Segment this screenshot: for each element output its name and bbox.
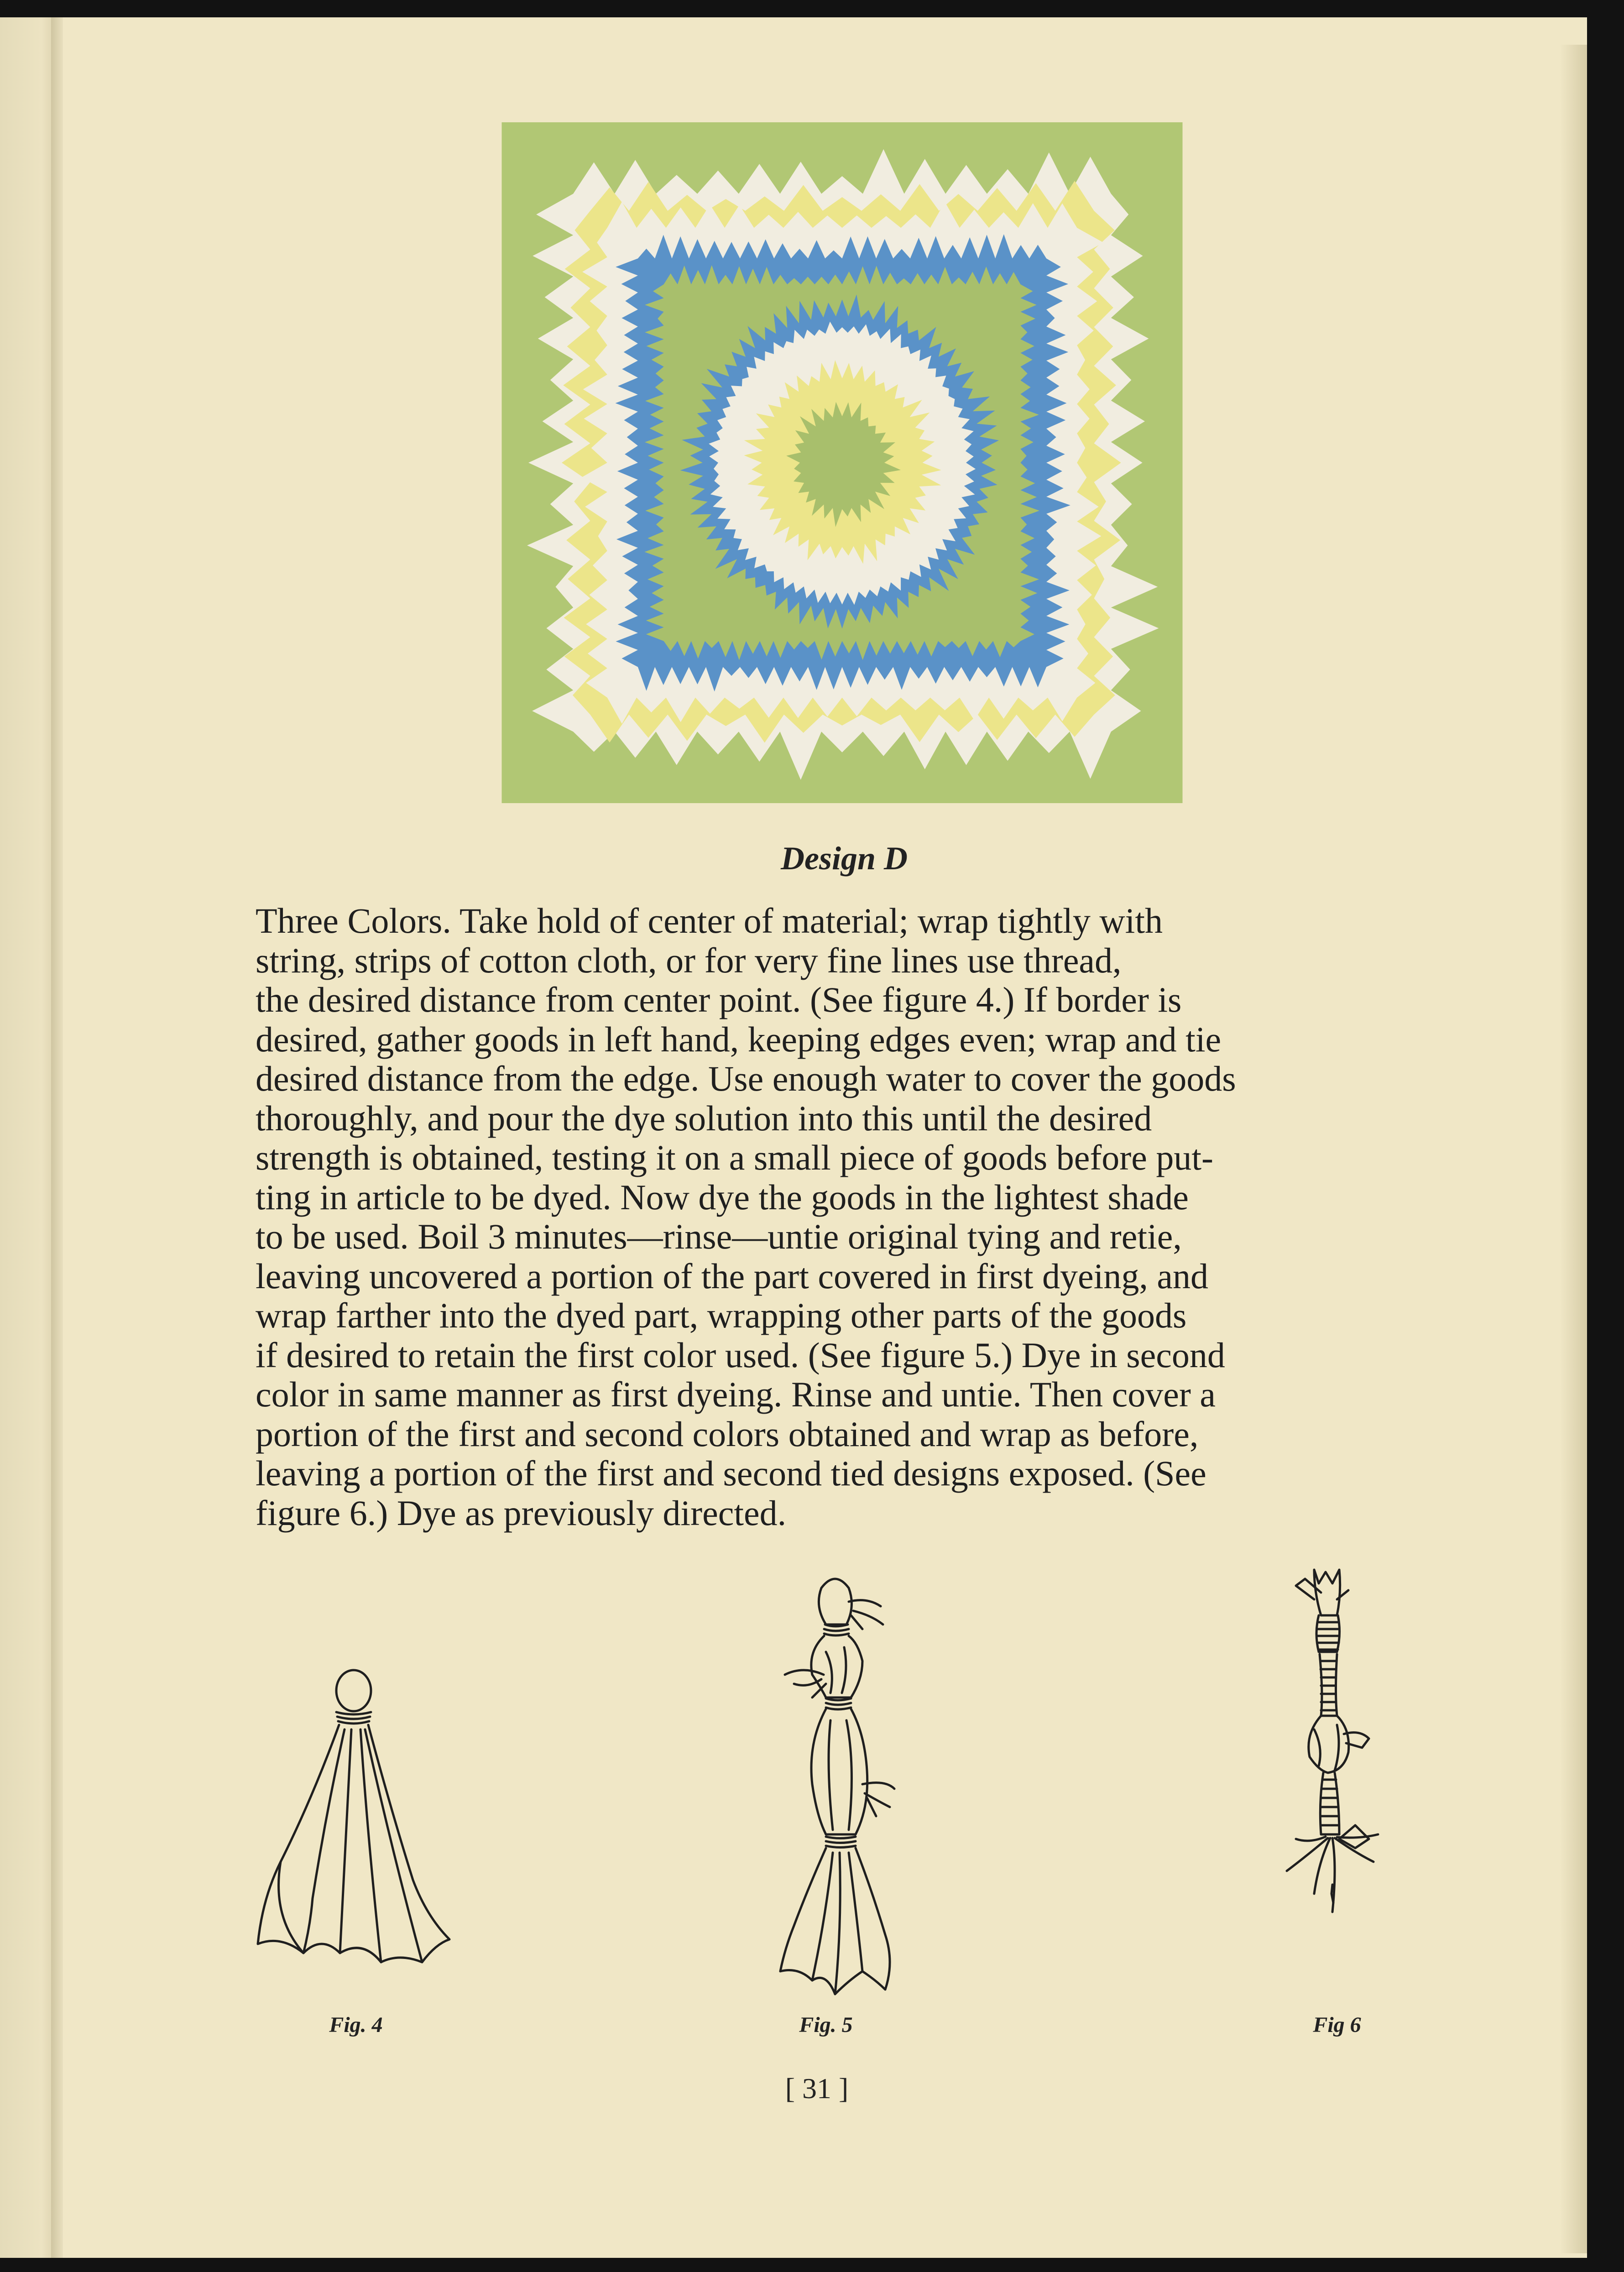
design-caption: Design D	[780, 840, 908, 877]
text-line: desired distance from the edge. Use enough water to cover the goods	[256, 1059, 1236, 1098]
page-edge	[1561, 45, 1587, 2253]
text-line: portion of the first and second colors obtained and wrap as before,	[256, 1414, 1199, 1454]
text-line: if desired to retain the first color used. (See figure 5.) Dye in second	[256, 1335, 1225, 1375]
text-line: to be used. Boil 3 minutes—rinse—untie original tying and retie,	[256, 1217, 1182, 1256]
figure-4-drawing	[253, 1661, 454, 1980]
figure-6-label: Fig 6	[1313, 2013, 1361, 2037]
figure-6-drawing	[1250, 1565, 1405, 1999]
figure-5-drawing	[757, 1570, 913, 2003]
instructions-paragraph	[256, 901, 1424, 1533]
text-line: color in same manner as first dyeing. Rinse and untie. Then cover a	[256, 1374, 1216, 1414]
tie-dye-illustration	[499, 122, 1185, 803]
text-line: wrap farther into the dyed part, wrapping other parts of the goods	[256, 1295, 1187, 1335]
page-number: [ 31 ]	[785, 2072, 849, 2105]
text-line: the desired distance from center point. (See figure 4.) If border is	[256, 980, 1182, 1019]
text-line: figure 6.) Dye as previously directed.	[256, 1493, 787, 1533]
left-page-edge	[0, 17, 59, 2258]
text-line: ting in article to be dyed. Now dye the goods in the lightest shade	[256, 1177, 1189, 1217]
figure-5-label: Fig. 5	[799, 2013, 853, 2037]
text-line: thoroughly, and pour the dye solution into this until the desired	[256, 1098, 1152, 1138]
text-line: string, strips of cotton cloth, or for very fine lines use thread,	[256, 940, 1122, 980]
design-d-plate	[499, 122, 1185, 803]
text-line: desired, gather goods in left hand, keeping edges even; wrap and tie	[256, 1019, 1222, 1059]
text-line: leaving uncovered a portion of the part covered in first dyeing, and	[256, 1256, 1208, 1296]
book-gutter	[51, 17, 63, 2258]
text-line: strength is obtained, testing it on a small piece of goods before put-	[256, 1138, 1214, 1177]
text-line: Three Colors. Take hold of center of material; wrap tightly with	[256, 901, 1163, 940]
text-line: leaving a portion of the first and second tied designs exposed. (See	[256, 1453, 1206, 1493]
figure-4-label: Fig. 4	[329, 2013, 383, 2037]
